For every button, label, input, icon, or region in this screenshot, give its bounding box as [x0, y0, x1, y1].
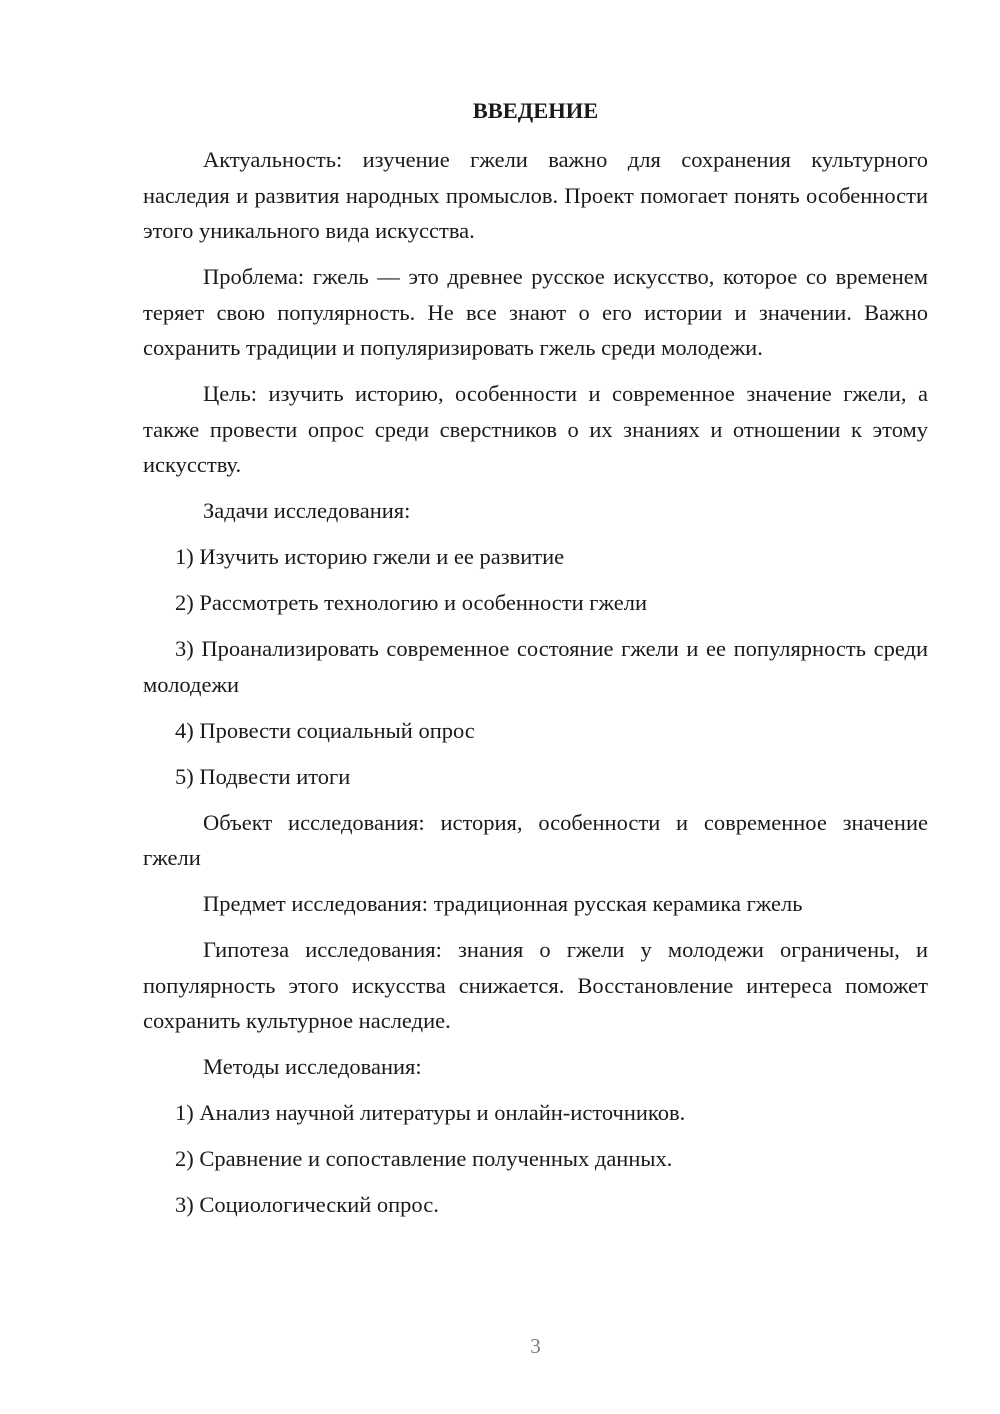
- task-item-3: 3) Проанализировать современное состояние гжели и ее популярность среди молодежи: [143, 636, 928, 697]
- object-paragraph: Объект исследования: история, особенности и современное значение гжели: [143, 809, 928, 870]
- tasks-title: Задачи исследования:: [203, 498, 411, 523]
- hypothesis-paragraph: Гипотеза исследования: знания о гжели у молодежи ограничены, и популярность этого искусства снижается. Восстановление интереса поможет сохранить культурное наследие.: [143, 937, 928, 1033]
- task-item-2: 2) Рассмотреть технологию и особенности гжели: [175, 590, 648, 615]
- task-item-1: 1) Изучить историю гжели и ее развитие: [175, 544, 565, 569]
- document-page: [143, 0, 928, 1414]
- subject-paragraph: Предмет исследования: традиционная русская керамика гжель: [203, 891, 803, 916]
- goal-paragraph: Цель: изучить историю, особенности и современное значение гжели, а также провести опрос среди сверстников о их знаниях и отношении к этому искусству.: [143, 381, 928, 477]
- methods-title: Методы исследования:: [203, 1054, 422, 1079]
- task-item-5: 5) Подвести итоги: [175, 763, 351, 789]
- page-number: 3: [530, 1334, 541, 1358]
- problem-paragraph: Проблема: гжель — это древнее русское искусство, которое со временем теряет свою популярность. Не все знают о его истории и значении. Важно сохранить традиции и популяризировать гжель среди молодежи.: [143, 264, 928, 360]
- method-item-2: 2) Сравнение и сопоставление полученных данных.: [175, 1146, 673, 1171]
- task-item-4: 4) Провести социальный опрос: [175, 717, 475, 743]
- page-title: ВВЕДЕНИЕ: [472, 98, 599, 123]
- method-item-3: 3) Социологический опрос.: [175, 1192, 439, 1217]
- method-item-1: 1) Анализ научной литературы и онлайн-источников.: [175, 1100, 686, 1125]
- relevance-paragraph: Актуальность: изучение гжели важно для сохранения культурного наследия и развития народных промыслов. Проект помогает понять особенности этого уникального вида искусства.: [143, 147, 928, 243]
- page-content: [143, 142, 928, 1233]
